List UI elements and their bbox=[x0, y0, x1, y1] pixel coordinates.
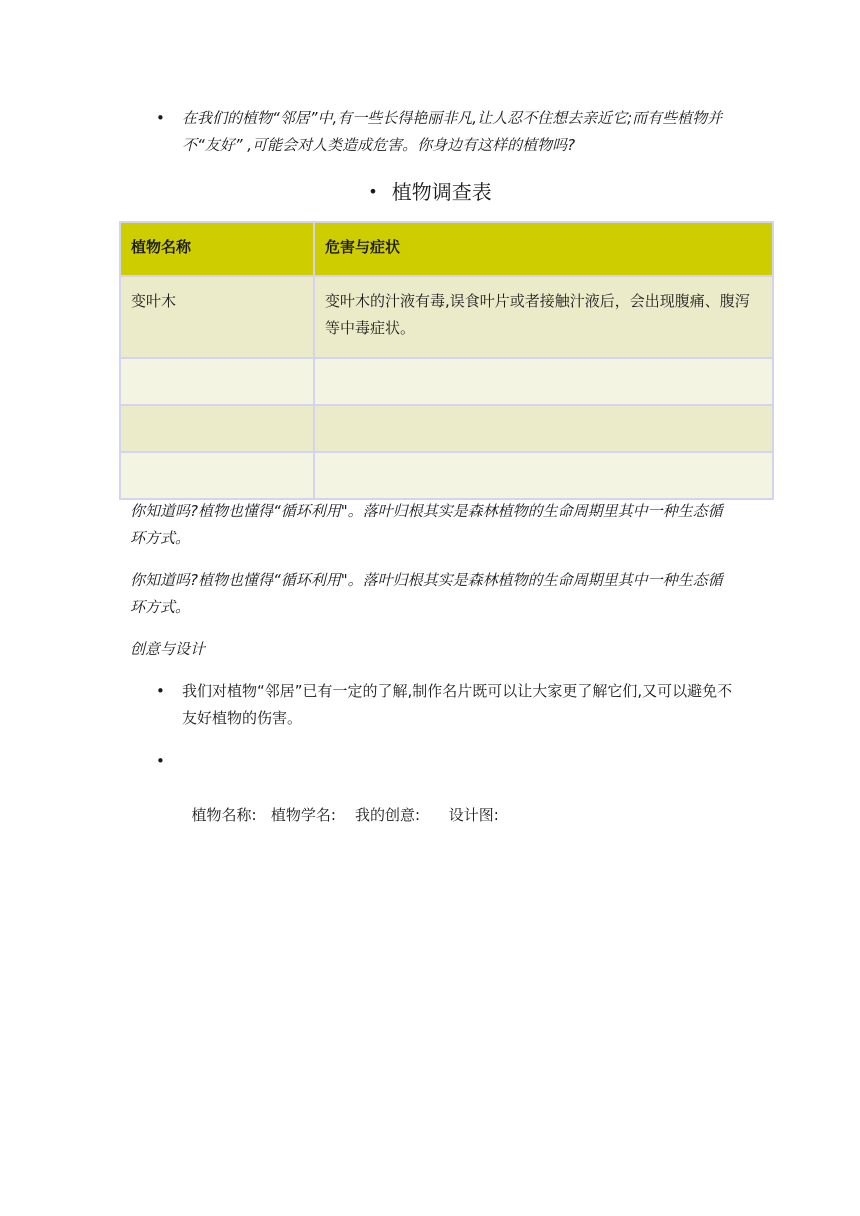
table-row bbox=[120, 276, 773, 358]
table-header-row bbox=[120, 222, 773, 276]
header-harm-symptoms: 危害与症状 bbox=[314, 222, 773, 276]
header-plant-name: 植物名称 bbox=[120, 222, 314, 276]
cell-harm-symptoms bbox=[314, 405, 773, 452]
table-row bbox=[120, 405, 773, 452]
plant-survey-table bbox=[119, 221, 774, 500]
bullet-icon: • bbox=[156, 682, 165, 700]
cell-plant-name bbox=[120, 358, 314, 405]
design-section-title: 创意与设计 bbox=[130, 640, 206, 658]
cell-plant-name bbox=[120, 452, 314, 499]
fact-paragraph-1: 你知道吗?植物也懂得“循环利用"。落叶归根其实是森林植物的生命周期里其中一种生态循环方式。 bbox=[130, 502, 723, 547]
design-bullet-1 bbox=[156, 678, 742, 732]
table-row bbox=[120, 358, 773, 405]
cell-harm-symptoms bbox=[314, 452, 773, 499]
bullet-icon: • bbox=[156, 109, 165, 127]
table-row bbox=[120, 452, 773, 499]
intro-paragraph bbox=[156, 105, 742, 159]
cell-harm-symptoms: 变叶木的汁液有毒,误食叶片或者接触汁液后，会出现腹痛、腹泻等中毒症状。 bbox=[314, 276, 773, 358]
fact-paragraph-2: 你知道吗?植物也懂得“循环利用"。落叶归根其实是森林植物的生命周期里其中一种生态循环方式。 bbox=[130, 571, 723, 616]
survey-title: 植物调查表 bbox=[391, 180, 492, 204]
bullet-icon: • bbox=[156, 752, 165, 770]
cell-harm-symptoms bbox=[314, 358, 773, 405]
cell-plant-name bbox=[120, 405, 314, 452]
survey-heading bbox=[0, 177, 860, 209]
cell-plant-name: 变叶木 bbox=[120, 276, 314, 358]
intro-text: 在我们的植物“邻居”中,有一些长得艳丽非凡,让人忍不住想去亲近它;而有些植物并不“友好” ,可能会对人类造成危害。你身边有这样的植物吗? bbox=[182, 109, 723, 154]
bullet-icon: • bbox=[368, 182, 378, 201]
design-bullet-2 bbox=[156, 748, 742, 829]
design-fields-text: 植物名称: 植物学名: 我的创意: 设计图: bbox=[191, 806, 499, 824]
design-bullet-text: 我们对植物“邻居”已有一定的了解,制作名片既可以让大家更了解它们,又可以避免不友好植物的伤害。 bbox=[182, 682, 733, 727]
